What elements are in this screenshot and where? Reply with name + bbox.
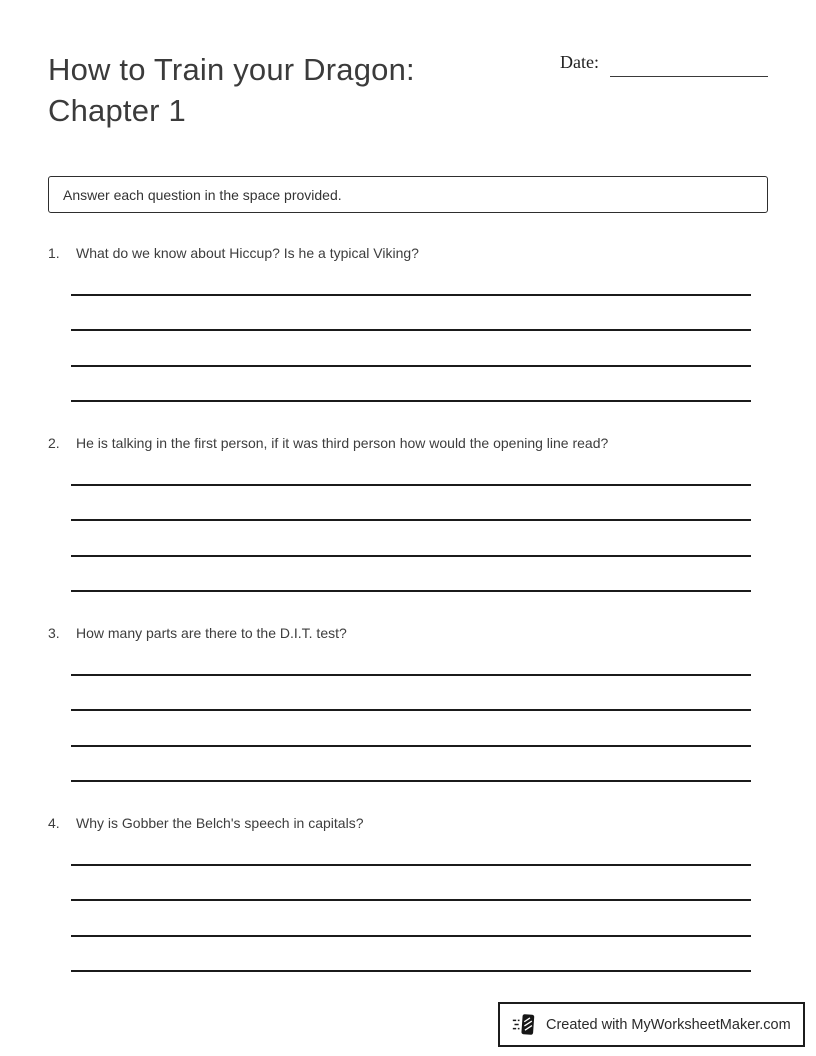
- answer-line: [71, 365, 751, 367]
- question-text: He is talking in the first person, if it was third person how would the opening line read?: [76, 435, 609, 451]
- answer-line: [71, 555, 751, 557]
- question-number: 3.: [48, 625, 60, 641]
- answer-line: [71, 780, 751, 782]
- answer-line: [71, 970, 751, 972]
- question-1: [48, 244, 768, 414]
- question-text: Why is Gobber the Belch's speech in capitals?: [76, 815, 364, 831]
- question-number: 2.: [48, 435, 60, 451]
- question-number: 1.: [48, 245, 60, 261]
- answer-line: [71, 745, 751, 747]
- answer-line: [71, 400, 751, 402]
- question-3: [48, 624, 768, 794]
- question-4-label: [48, 814, 768, 832]
- answer-line: [71, 709, 751, 711]
- answer-line: [71, 674, 751, 676]
- question-number: 4.: [48, 815, 60, 831]
- answer-line: [71, 294, 751, 296]
- answer-line: [71, 935, 751, 937]
- date-field: [560, 52, 599, 73]
- answer-line: [71, 864, 751, 866]
- instructions-box: [48, 176, 768, 213]
- question-text: What do we know about Hiccup? Is he a typical Viking?: [76, 245, 419, 261]
- answer-line: [71, 519, 751, 521]
- question-4: [48, 814, 768, 984]
- question-text: How many parts are there to the D.I.T. test?: [76, 625, 347, 641]
- question-2-label: [48, 434, 768, 452]
- worksheet-logo-icon: [512, 1011, 537, 1038]
- question-1-label: [48, 244, 768, 262]
- answer-line: [71, 899, 751, 901]
- instructions-text: Answer each question in the space provided.: [63, 186, 342, 203]
- question-2: [48, 434, 768, 604]
- page-title: [48, 49, 415, 131]
- date-blank-line: [610, 76, 768, 77]
- credit-text: Created with MyWorksheetMaker.com: [546, 1016, 791, 1033]
- page-title-line2: Chapter 1: [48, 93, 186, 128]
- answer-line: [71, 590, 751, 592]
- answer-line: [71, 329, 751, 331]
- question-3-label: [48, 624, 768, 642]
- credit-badge: [498, 1002, 805, 1047]
- date-label: Date:: [560, 52, 599, 72]
- page-title-line1: How to Train your Dragon:: [48, 52, 415, 87]
- answer-line: [71, 484, 751, 486]
